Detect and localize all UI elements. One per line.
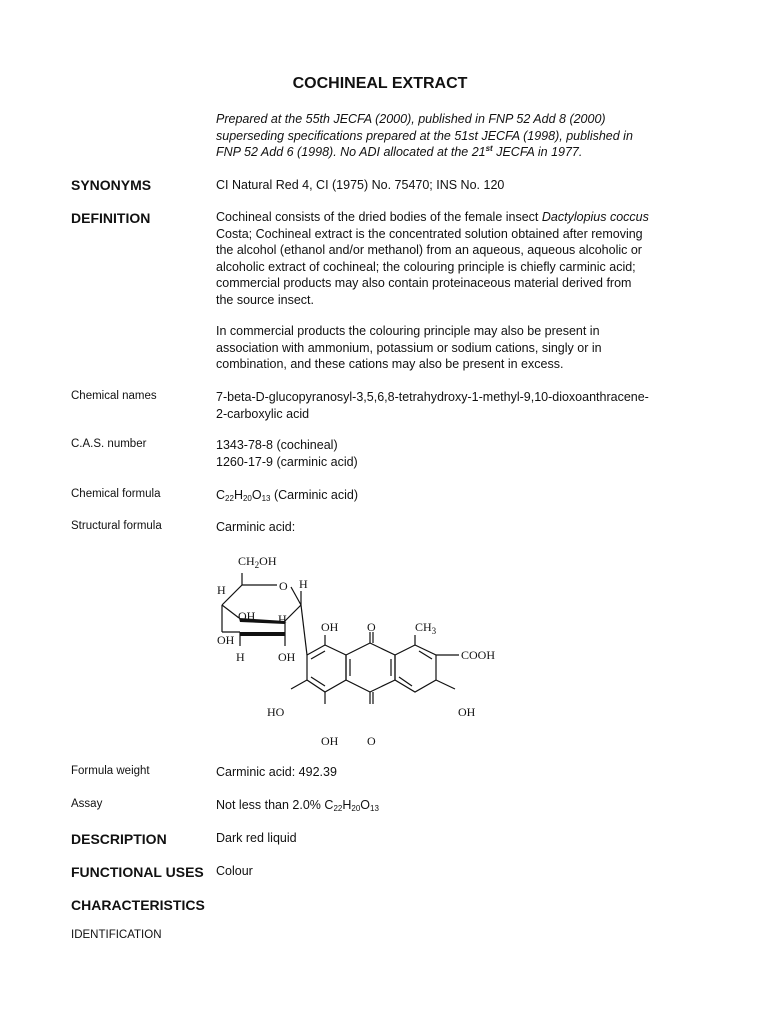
- intro-text: FNP 52 Add 6 (1998). No ADI allocated at the 21: [216, 145, 486, 159]
- element-symbol: H: [342, 798, 352, 812]
- assay-label: Assay: [71, 798, 103, 810]
- description-heading: DESCRIPTION: [71, 831, 167, 847]
- atom-label: H: [299, 577, 308, 591]
- element-symbol: O: [360, 798, 371, 812]
- synonyms-value: CI Natural Red 4, CI (1975) No. 75470; INS No. 120: [216, 178, 505, 192]
- species-name: Dactylopius coccus: [541, 210, 649, 224]
- ch2oh-label: $CH_2OH$: [238, 554, 277, 570]
- element-symbol: C: [216, 488, 226, 502]
- element-symbol: C: [324, 798, 334, 812]
- intro-line: Prepared at the 55th JECFA (2000), published in FNP 52 Add 8 (2000): [216, 112, 606, 126]
- synonyms-heading: SYNONYMS: [71, 177, 152, 193]
- atom-label: HO: [267, 705, 285, 719]
- atom-label: OH: [278, 650, 296, 664]
- atom-label: H: [278, 612, 287, 626]
- functional-uses-heading: FUNCTIONAL USES: [71, 864, 204, 880]
- cas-line: 1343-78-8 (cochineal): [216, 438, 338, 452]
- atom-label: H: [236, 650, 245, 664]
- definition-text: Cochineal consists of the dried bodies of the female insect: [216, 210, 542, 224]
- atom-count: 22: [225, 494, 234, 503]
- chemical-name-line: 7-beta-D-glucopyranosyl-3,5,6,8-tetrahydroxy-1-methyl-9,10-dioxoanthracene-: [216, 390, 649, 404]
- atom-label: O: [367, 734, 376, 748]
- atom-label: COOH: [461, 648, 496, 662]
- carminic-acid-structure-diagram: [205, 548, 505, 753]
- cas-line: 1260-17-9 (carminic acid): [216, 454, 358, 469]
- intro-note: [216, 111, 696, 161]
- assay-text: Not less than 2.0%: [216, 798, 325, 812]
- formula-weight-value: Carminic acid: 492.39: [216, 765, 337, 779]
- definition-line: Costa; Cochineal extract is the concentrated solution obtained after removing: [216, 226, 643, 241]
- atom-label: OH: [321, 620, 339, 634]
- identification-subheading: IDENTIFICATION: [71, 929, 162, 941]
- cas-number-label: C.A.S. number: [71, 438, 147, 450]
- chemical-name-line: 2-carboxylic acid: [216, 406, 310, 421]
- definition-line: the alcohol (ethanol and/or methanol) from an aqueous, aqueous alcoholic or: [216, 243, 642, 257]
- functional-uses-value: Colour: [216, 864, 253, 878]
- definition-line: association with ammonium, potassium or sodium cations, singly or in: [216, 340, 602, 355]
- definition-line: commercial products may also contain proteinaceous material derived from: [216, 276, 632, 290]
- characteristics-heading: CHARACTERISTICS: [71, 897, 205, 913]
- element-symbol: H: [233, 488, 243, 502]
- atom-count: 20: [351, 804, 361, 813]
- atom-count: 20: [242, 494, 252, 503]
- intro-line: superseding specifications prepared at the 51st JECFA (1998), published in: [216, 128, 633, 143]
- chemical-names-label: Chemical names: [71, 390, 157, 402]
- atom-label: OH: [321, 734, 339, 748]
- definition-line: [216, 209, 706, 226]
- chemical-formula-label: Chemical formula: [71, 488, 161, 500]
- structural-formula-value: Carminic acid:: [216, 520, 296, 534]
- assay-value: [216, 797, 706, 814]
- definition-heading: DEFINITION: [71, 210, 151, 226]
- structural-formula-label: Structural formula: [71, 520, 162, 532]
- formula-note: (Carminic acid): [270, 488, 359, 502]
- ch3-label: $CH_3$: [415, 620, 437, 636]
- definition-paragraph-1: [216, 209, 706, 308]
- bold-bond: [240, 632, 285, 636]
- atom-label: OH: [458, 705, 476, 719]
- intro-text: JECFA in 1977.: [492, 145, 583, 159]
- chemical-formula-value: [216, 487, 706, 504]
- atom-count: 22: [333, 804, 343, 813]
- ordinal-suffix: st: [485, 144, 493, 153]
- cas-number-value: [216, 437, 706, 470]
- chemical-names-value: [216, 389, 706, 422]
- definition-line: In commercial products the colouring principle may also be present in: [216, 324, 600, 338]
- atom-label: O: [279, 579, 288, 593]
- definition-line: the source insect.: [216, 292, 314, 307]
- definition-line: combination, and these cations may also be present in excess.: [216, 357, 564, 371]
- atom-label: O: [367, 620, 376, 634]
- element-symbol: O: [251, 488, 262, 502]
- atom-count: 13: [261, 494, 271, 503]
- intro-line: [216, 144, 696, 161]
- definition-line: alcoholic extract of cochineal; the colouring principle is chiefly carminic acid;: [216, 259, 636, 274]
- definition-paragraph-2: [216, 323, 706, 373]
- atom-label: H: [217, 583, 226, 597]
- formula-weight-label: Formula weight: [71, 765, 150, 777]
- atom-label: OH: [217, 633, 235, 647]
- page-title: COCHINEAL EXTRACT: [292, 75, 468, 92]
- description-value: Dark red liquid: [216, 831, 297, 845]
- atom-label: OH: [238, 609, 256, 623]
- atom-count: 13: [370, 804, 379, 813]
